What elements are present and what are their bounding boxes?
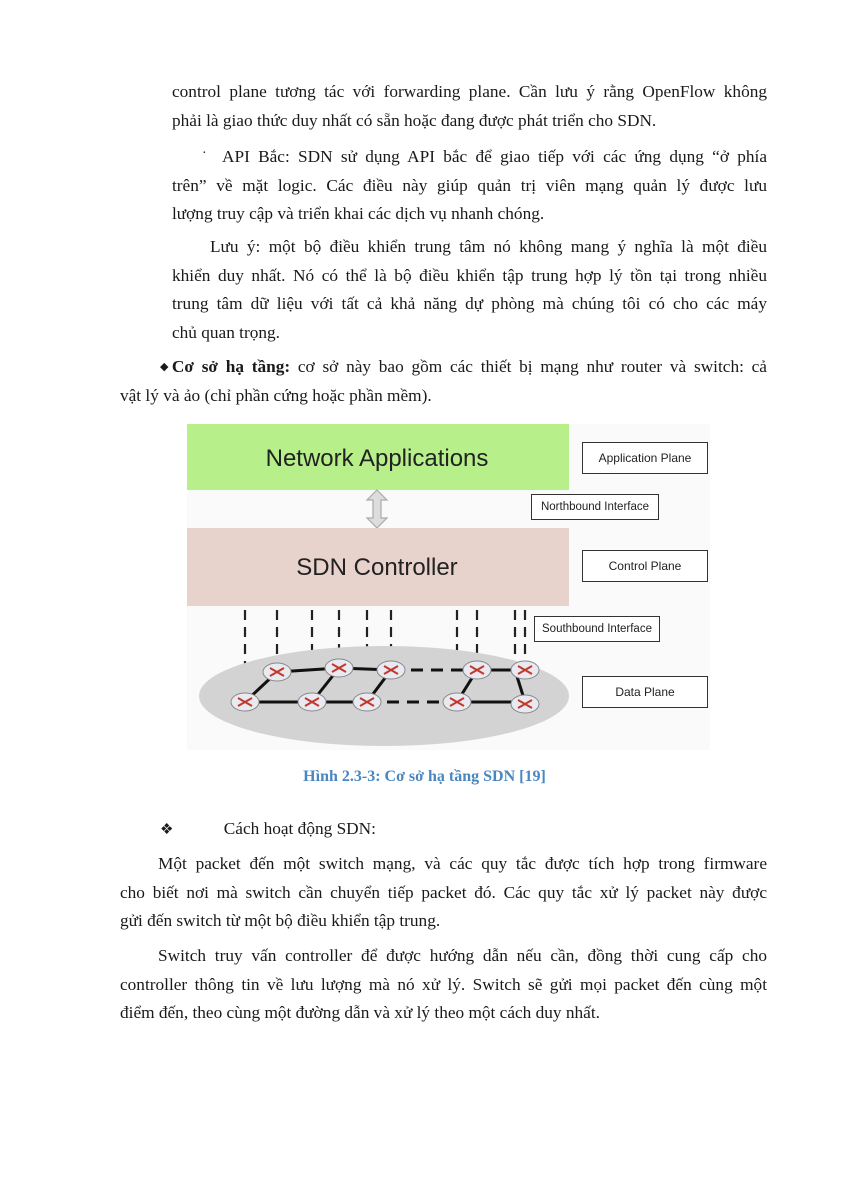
control-plane-label: Control Plane [582,550,708,582]
paragraph-packet-flow: Một packet đến một switch mạng, và các quy tắc được tích hợp trong firmware cho biết nơi mà switch cần chuyển tiếp packet đó. Các quy tắc xử lý packet này được gửi đến switch từ một bộ điều khiển tập trung. [120,854,767,930]
paragraph-infrastructure: ◆Cơ sở hạ tầng: cơ sở này bao gồm các thiết bị mạng như router và switch: cả vật lý và ảo (chỉ phần cứng hoặc phần mềm). [120,357,767,405]
section-heading: ❖ Cách hoạt động SDN: [160,819,376,838]
paragraph-note: Lưu ý: một bộ điều khiển trung tâm nó không mang ý nghĩa là một điều khiển duy nhất. Nó có thể là bộ điều khiển tập trung hợp lý tồn tại trong nhiều trung tâm dữ liệu với tất cả khả năng dự phòng mà chúng tôi có cho các máy chủ quan trọng. [172,237,767,342]
bullet-dot: · [202,146,207,161]
sdn-controller-text: SDN Controller [296,554,458,581]
data-plane-label: Data Plane [582,676,708,708]
paragraph-openflow: control plane tương tác với forwarding plane. Cần lưu ý rằng OpenFlow không phải là giao thức duy nhất có sẵn hoặc đang được phát triển cho SDN. [172,82,767,130]
figure-caption: Hình 2.3-3: Cơ sở hạ tầng SDN [19] [303,768,546,785]
network-applications-text: Network Applications [265,445,489,472]
paragraph-switch-query: Switch truy vấn controller để được hướng dẫn nếu cần, đồng thời cung cấp cho controller thông tin về lưu lượng mà nó xử lý. Switch sẽ gửi mọi packet đến cùng một điểm đến, theo cùng một đường dẫn và xử lý theo một cách duy nhất. [120,946,767,1022]
diamond-bullet-icon: ◆ [160,361,172,373]
northbound-interface-label: Northbound Interface [531,494,659,520]
sdn-architecture-figure [187,424,710,750]
paragraph-api-north: API Bắc: SDN sử dụng API bắc để giao tiếp với các ứng dụng “ở phía trên” về mặt logic. Các điều này giúp quản trị viên mạng quản lý được lưu lượng truy cập và triển khai các dịch vụ nhanh chóng. [172,147,767,223]
application-plane-label: Application Plane [582,442,708,474]
southbound-interface-label: Southbound Interface [534,616,660,642]
diamond-cross-icon: ❖ [160,822,174,838]
